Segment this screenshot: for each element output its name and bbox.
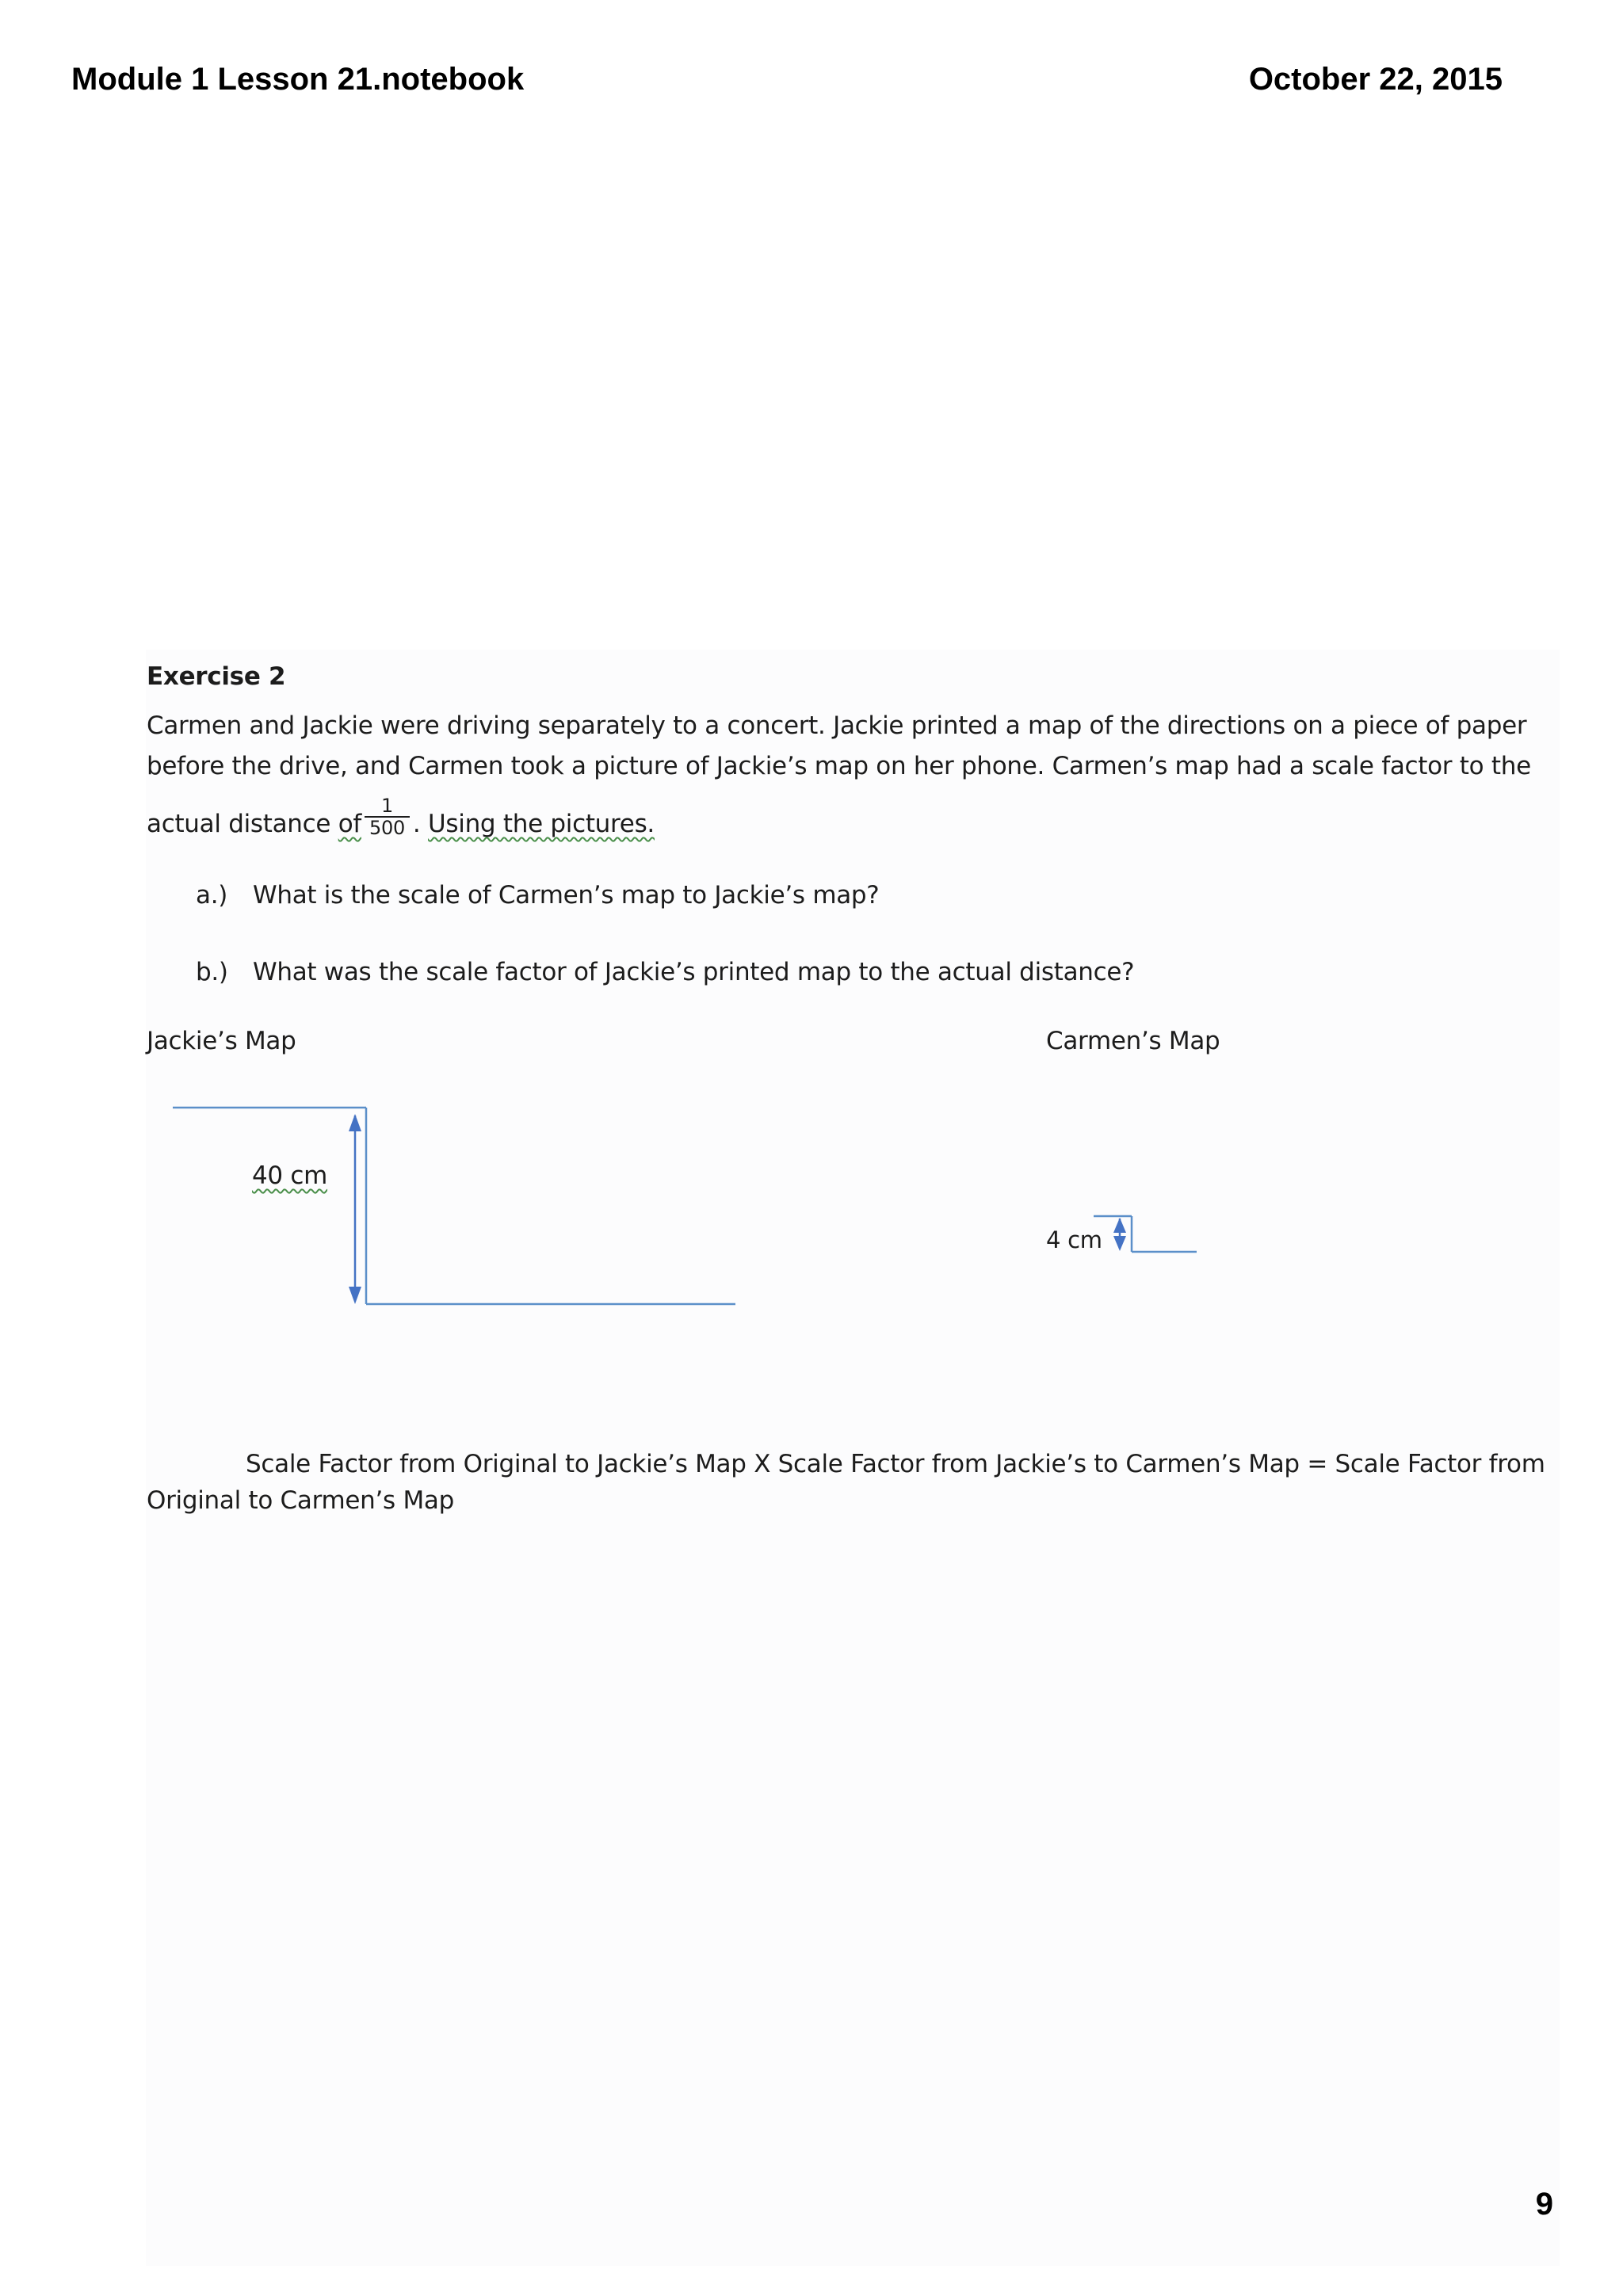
line3-suffix: Using the pictures. [428,809,655,838]
line3-of: of [338,809,361,838]
page-number: 9 [1535,2187,1553,2222]
question-a-text: What is the scale of Carmen’s map to Jackie’s map? [253,881,880,910]
page-date: October 22, 2015 [1248,62,1503,97]
jackie-map-label: Jackie’s Map [147,1027,296,1055]
notebook-title: Module 1 Lesson 21.notebook [71,62,525,97]
question-b-text: What was the scale factor of Jackie’s printed map to the actual distance? [253,958,1135,986]
jackie-dimension-arrow [349,1114,361,1304]
fraction-numerator: 1 [365,795,410,818]
line3-period: . [412,809,429,838]
exercise-text-line-2: before the drive, and Carmen took a picture of Jackie’s map on her phone. Carmen’s map had a scale factor to the [147,752,1531,780]
carmen-map-path [1094,1216,1197,1252]
scale-factor-formula-line-2: Original to Carmen’s Map [147,1486,454,1515]
exercise-text-line-1: Carmen and Jackie were driving separately to a concert. Jackie printed a map of the directions on a piece of paper [147,711,1527,740]
question-a-label: a.) [196,881,228,910]
line3-prefix: actual distance [147,809,338,838]
fraction-denominator: 500 [369,817,405,840]
scale-factor-formula-line-1: Scale Factor from Original to Jackie’s Map X Scale Factor from Jackie’s to Carmen’s Map = Scale Factor from [246,1450,1545,1478]
exercise-title: Exercise 2 [147,662,286,691]
jackie-dimension-label: 40 cm [252,1161,328,1190]
carmen-dimension-arrow [1113,1218,1126,1251]
carmen-dimension-label: 4 cm [1046,1226,1102,1253]
jackie-map-path [173,1108,735,1304]
question-b-label: b.) [196,958,228,986]
carmen-map-label: Carmen’s Map [1046,1027,1220,1055]
